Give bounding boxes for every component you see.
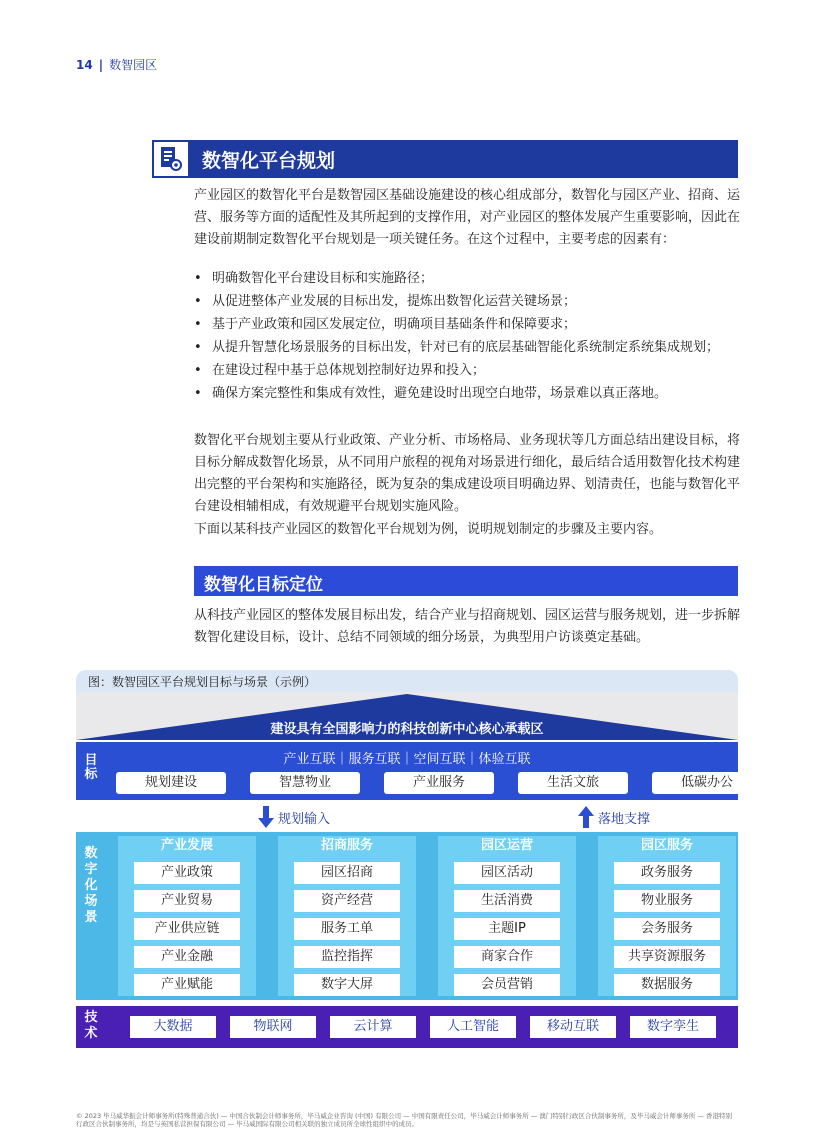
scenario-item: 物业服务 <box>614 890 720 912</box>
goal-item: 智慧物业 <box>250 772 360 794</box>
goal-interconnect: 产业互联｜服务互联｜空间互联｜体验互联 <box>283 752 531 767</box>
goal-label: 目标 <box>84 753 98 782</box>
subsection-title-bar <box>194 566 738 596</box>
arrow-down-icon <box>258 806 274 828</box>
scenario-label: 数字化场景 <box>84 846 98 925</box>
scenario-item: 产业金融 <box>134 946 240 968</box>
column-title: 园区运营 <box>480 838 533 853</box>
scenario-item: 商家合作 <box>454 946 560 968</box>
scenario-column <box>118 836 256 996</box>
scenario-item: 会务服务 <box>614 918 720 940</box>
intro-paragraph: 产业园区的数智化平台是数智园区基础设施建设的核心组成部分，数智化与园区产业、招商、运营、服务等方面的适配性及其所起到的支撑作用，对产业园区的整体发展产生重要影响，因此在建设前期制定数智化平台规划是一项关键任务。在这个过程中，主要考虑的因素有： <box>194 188 741 247</box>
scenario-item: 数据服务 <box>614 974 720 996</box>
section-title: 数智化平台规划 <box>202 150 336 172</box>
header-section: 数智园区 <box>109 58 158 72</box>
scenario-item: 生活消费 <box>454 890 560 912</box>
tech-item: 物联网 <box>230 1016 316 1038</box>
scenario-item: 资产经营 <box>294 890 400 912</box>
scenario-item: 产业政策 <box>134 862 240 884</box>
bullet-item: • 从促进整体产业发展的目标出发，提炼出数智化运营关键场景； <box>194 291 740 313</box>
page-number: 14 <box>76 58 93 72</box>
goal-item: 低碳办公 <box>652 772 762 794</box>
scenario-item: 政务服务 <box>614 862 720 884</box>
scenario-item: 监控指挥 <box>294 946 400 968</box>
goal-item: 规划建设 <box>116 772 226 794</box>
bullet-item: • 确保方案完整性和集成有效性，避免建设时出现空白地带，场景难以真正落地。 <box>194 383 740 405</box>
figure-caption: 图：数智园区平台规划目标与场景（示例） <box>76 670 738 692</box>
vision-banner <box>76 692 738 740</box>
scenario-item: 会员营销 <box>454 974 560 996</box>
scenario-band <box>76 832 738 1000</box>
scenario-item: 共享资源服务 <box>614 946 720 968</box>
arrow-up-label: 落地支撑 <box>598 811 651 827</box>
scenario-column <box>438 836 576 996</box>
bullet-item: • 在建设过程中基于总体规划控制好边界和投入； <box>194 360 740 382</box>
arrow-up-group <box>578 806 650 828</box>
footer-legal: © 2023 毕马威华振会计师事务所(特殊普通合伙) — 中国合伙制会计师事务所，毕马威企业咨询 (中国) 有限公司 — 中国有限责任公司，毕马威会计师事务所 — 澳门特别行政区合伙制事务所，及毕马威会计师事务所 — 香港特别行政区合伙制事务所，均是与英国私营担保有限公司 — 毕马威国际有限公司相关联的独立成员所全球性组织中的成员。 <box>76 1112 732 1128</box>
scenario-item: 产业赋能 <box>134 974 240 996</box>
tech-item: 云计算 <box>330 1016 416 1038</box>
bullet-list <box>194 268 740 406</box>
arrow-row <box>76 804 738 832</box>
tech-item: 数字孪生 <box>630 1016 716 1038</box>
document-gear-icon <box>152 140 190 178</box>
section-title-bar <box>152 140 738 178</box>
subsection-title: 数智化目标定位 <box>204 575 323 595</box>
arrow-down-group <box>258 806 330 828</box>
bullet-item: • 明确数智化平台建设目标和实施路径； <box>194 268 740 290</box>
goal-item: 产业服务 <box>384 772 494 794</box>
column-title: 产业发展 <box>160 838 213 853</box>
figure <box>76 670 738 1050</box>
bullet-item: • 从提升智慧化场景服务的目标出发，针对已有的底层基础智能化系统制定系统集成规划； <box>194 337 740 359</box>
scenario-item: 主题IP <box>454 918 560 940</box>
tech-item: 移动互联 <box>530 1016 616 1038</box>
scenario-column <box>598 836 736 996</box>
scenario-item: 产业贸易 <box>134 890 240 912</box>
vision-text: 建设具有全国影响力的科技创新中心核心承载区 <box>270 722 544 737</box>
tech-label: 技术 <box>84 1010 98 1041</box>
column-title: 园区服务 <box>640 838 693 853</box>
tech-band <box>76 1006 738 1048</box>
paragraph-2: 数智化平台规划主要从行业政策、产业分析、市场格局、业务现状等几方面总结出建设目标，将目标分解成数智化场景，从不同用户旅程的视角对场景进行细化，最后结合适用数智化技术构建出完整的平台架构和实施路径，既为复杂的集成建设项目明确边界、划清责任，也能与数智化平台建设相辅相成，有效规避平台规划实施风险。 <box>194 433 741 514</box>
scenario-item: 园区活动 <box>454 862 560 884</box>
goal-item: 生活文旅 <box>518 772 628 794</box>
scenario-item: 园区招商 <box>294 862 400 884</box>
scenario-item: 服务工单 <box>294 918 400 940</box>
goal-band <box>76 742 738 800</box>
bullet-item: • 基于产业政策和园区发展定位，明确项目基础条件和保障要求； <box>194 314 740 336</box>
scenario-item: 产业供应链 <box>134 918 240 940</box>
tech-item: 人工智能 <box>430 1016 516 1038</box>
arrow-down-label: 规划输入 <box>278 811 331 827</box>
paragraph-4: 从科技产业园区的整体发展目标出发，结合产业与招商规划、园区运营与服务规划，进一步拆解数智化建设目标，设计、总结不同领域的细分场景，为典型用户访谈奠定基础。 <box>194 608 741 645</box>
tech-item: 大数据 <box>130 1016 216 1038</box>
scenario-item: 数字大屏 <box>294 974 400 996</box>
page-header: 14 | 数智园区 <box>76 58 158 72</box>
paragraph-3: 下面以某科技产业园区的数智化平台规划为例，说明规划制定的步骤及主要内容。 <box>194 522 663 537</box>
column-title: 招商服务 <box>320 838 373 853</box>
arrow-up-icon <box>578 806 594 828</box>
scenario-column <box>278 836 416 996</box>
